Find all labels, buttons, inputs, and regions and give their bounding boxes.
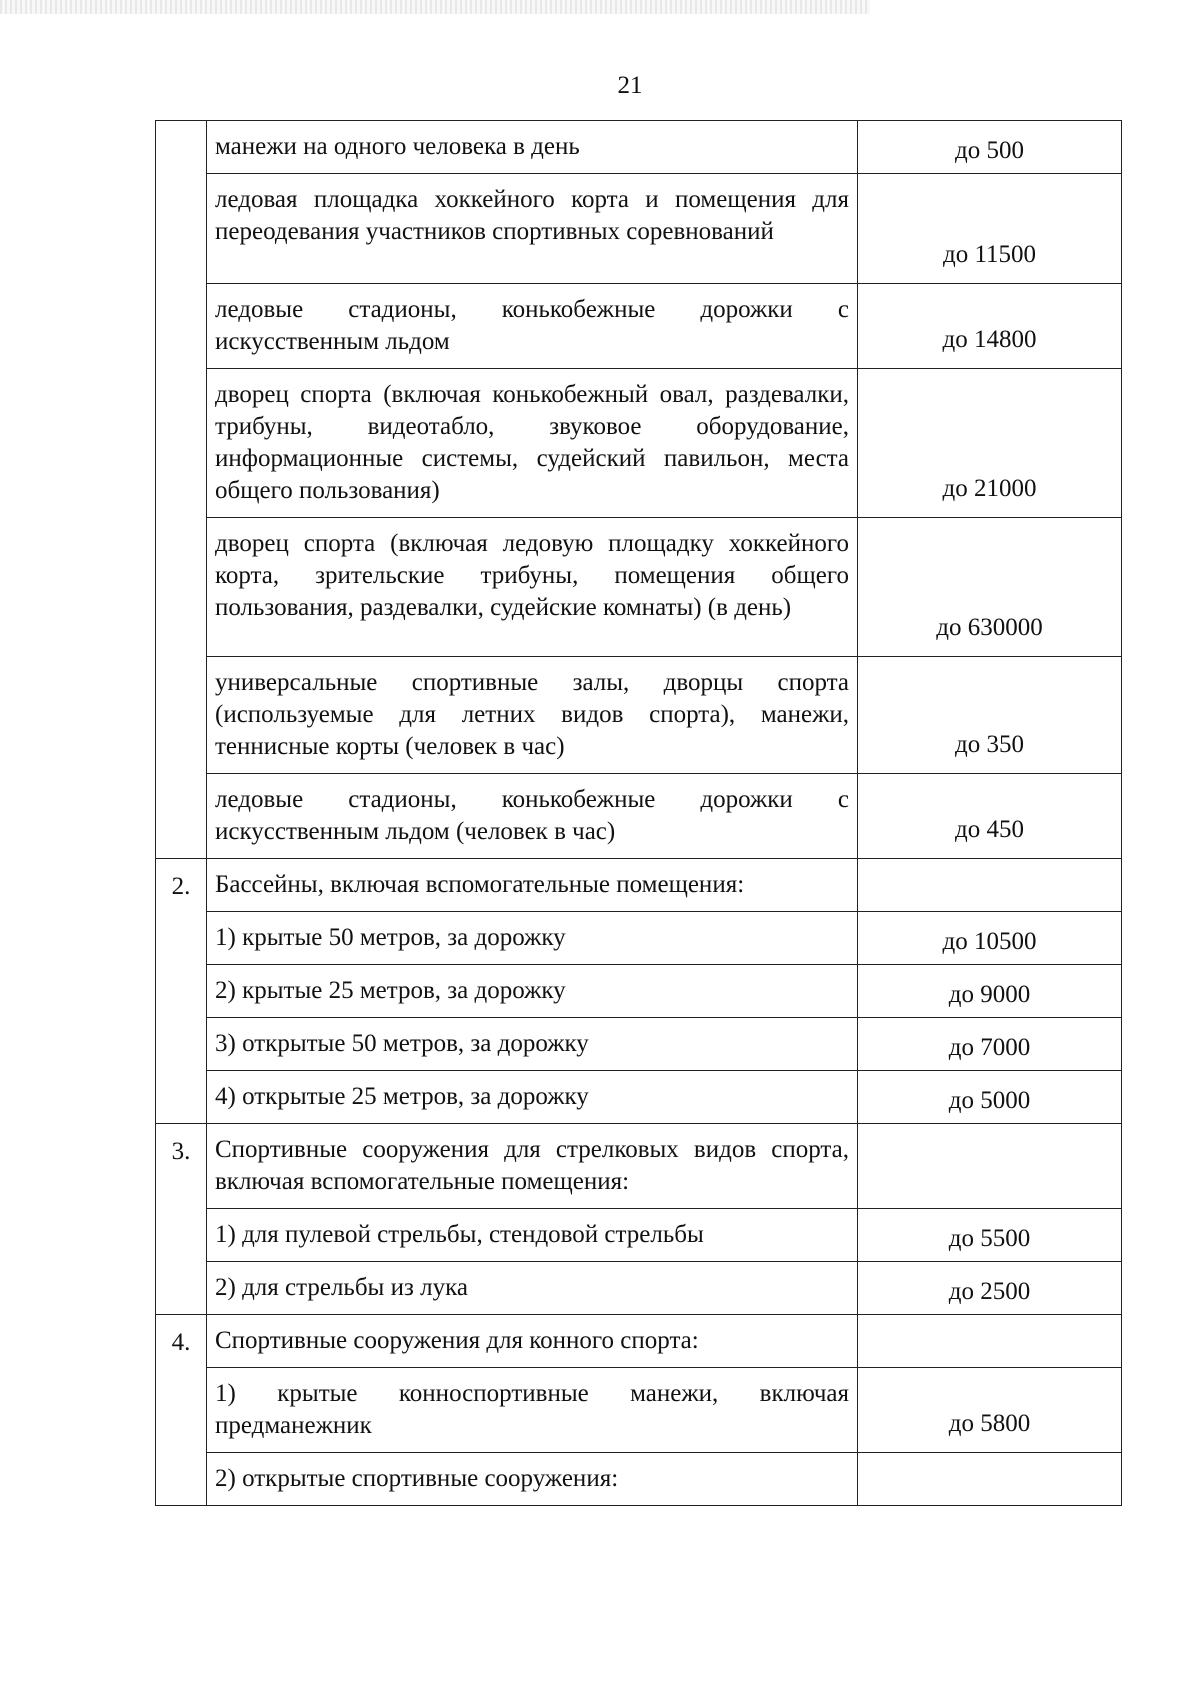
row-value: до 9000 <box>858 965 1122 1018</box>
table-row <box>156 284 1122 369</box>
row-number: 4. <box>156 1315 207 1368</box>
row-value <box>858 1315 1122 1368</box>
row-description: 1) крытые конноспортивные манежи, включая предманежник <box>207 1368 858 1453</box>
row-description: Спортивные сооружения для стрелковых видов спорта, включая вспомогательные помещения: <box>207 1124 858 1209</box>
row-value: до 630000 <box>858 518 1122 657</box>
row-value: до 14800 <box>858 284 1122 369</box>
row-number <box>156 369 207 518</box>
table-row <box>156 657 1122 774</box>
row-value: до 7000 <box>858 1018 1122 1071</box>
row-number <box>156 774 207 859</box>
table-row <box>156 1124 1122 1209</box>
row-description: 1) крытые 50 метров, за дорожку <box>207 912 858 965</box>
row-description: манежи на одного человека в день <box>207 121 858 174</box>
row-number <box>156 912 207 965</box>
row-description: 1) для пулевой стрельбы, стендовой стрельбы <box>207 1209 858 1262</box>
row-description: 2) открытые спортивные сооружения: <box>207 1453 858 1506</box>
row-value: до 11500 <box>858 174 1122 284</box>
row-value: до 10500 <box>858 912 1122 965</box>
row-description: Спортивные сооружения для конного спорта: <box>207 1315 858 1368</box>
table-row <box>156 912 1122 965</box>
row-number <box>156 657 207 774</box>
row-number <box>156 174 207 284</box>
row-number: 3. <box>156 1124 207 1209</box>
row-description: Бассейны, включая вспомогательные помещения: <box>207 859 858 912</box>
row-value: до 500 <box>858 121 1122 174</box>
table-row <box>156 174 1122 284</box>
table-row <box>156 1453 1122 1506</box>
row-value <box>858 1453 1122 1506</box>
row-description: дворец спорта (включая конькобежный овал, раздевалки, трибуны, видеотабло, звуковое оборудование, информационные системы, судейский павильон, места общего пользования) <box>207 369 858 518</box>
row-number <box>156 1262 207 1315</box>
table-row <box>156 518 1122 657</box>
row-number <box>156 121 207 174</box>
row-number: 2. <box>156 859 207 912</box>
row-value <box>858 859 1122 912</box>
table-row <box>156 1262 1122 1315</box>
row-description: 2) для стрельбы из лука <box>207 1262 858 1315</box>
row-number <box>156 1368 207 1453</box>
row-description: 2) крытые 25 метров, за дорожку <box>207 965 858 1018</box>
row-value: до 450 <box>858 774 1122 859</box>
row-description: 3) открытые 50 метров, за дорожку <box>207 1018 858 1071</box>
fee-table <box>155 120 1122 1506</box>
row-description: ледовая площадка хоккейного корта и помещения для переодевания участников спортивных соревнований <box>207 174 858 284</box>
scan-artifact <box>0 0 870 14</box>
table-row <box>156 1209 1122 1262</box>
row-description: универсальные спортивные залы, дворцы спорта (используемые для летних видов спорта), манежи, теннисные корты (человек в час) <box>207 657 858 774</box>
table-row <box>156 369 1122 518</box>
row-number <box>156 1209 207 1262</box>
row-description: ледовые стадионы, конькобежные дорожки с искусственным льдом <box>207 284 858 369</box>
page-number: 21 <box>617 72 643 99</box>
row-value: до 5800 <box>858 1368 1122 1453</box>
row-description: дворец спорта (включая ледовую площадку хоккейного корта, зрительские трибуны, помещения общего пользования, раздевалки, судейские комнаты) (в день) <box>207 518 858 657</box>
row-description: ледовые стадионы, конькобежные дорожки с искусственным льдом (человек в час) <box>207 774 858 859</box>
table-row <box>156 965 1122 1018</box>
row-number <box>156 518 207 657</box>
row-value: до 21000 <box>858 369 1122 518</box>
table-row <box>156 1071 1122 1124</box>
table-row <box>156 1018 1122 1071</box>
row-number <box>156 1453 207 1506</box>
row-value: до 350 <box>858 657 1122 774</box>
table-row <box>156 121 1122 174</box>
table-row <box>156 774 1122 859</box>
row-value: до 2500 <box>858 1262 1122 1315</box>
row-value: до 5500 <box>858 1209 1122 1262</box>
table-row <box>156 859 1122 912</box>
row-number <box>156 284 207 369</box>
row-value <box>858 1124 1122 1209</box>
row-description: 4) открытые 25 метров, за дорожку <box>207 1071 858 1124</box>
row-number <box>156 1018 207 1071</box>
table-row <box>156 1368 1122 1453</box>
row-number <box>156 965 207 1018</box>
row-value: до 5000 <box>858 1071 1122 1124</box>
row-number <box>156 1071 207 1124</box>
table-row <box>156 1315 1122 1368</box>
